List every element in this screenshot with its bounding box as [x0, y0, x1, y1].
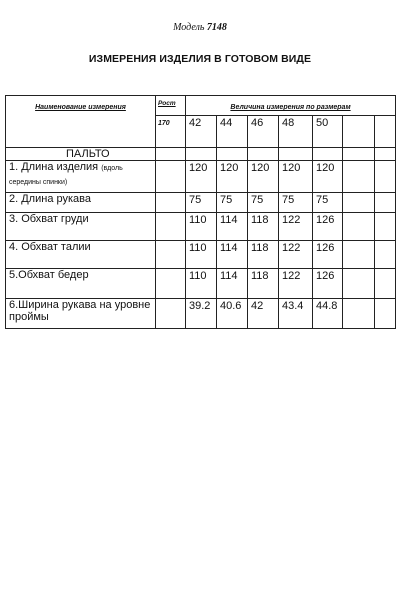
value-cell	[343, 241, 375, 269]
row-label: 2. Длина рукава	[6, 193, 156, 213]
value-cell: 114	[217, 269, 248, 299]
value-cell	[375, 213, 396, 241]
row-label: 5.Обхват бедер	[6, 269, 156, 299]
size-cell: 46	[248, 116, 279, 148]
value-cell	[343, 193, 375, 213]
value-cell: 75	[217, 193, 248, 213]
empty-cell	[375, 148, 396, 161]
value-cell: 110	[186, 213, 217, 241]
value-cell: 126	[313, 241, 343, 269]
table-row	[6, 299, 396, 329]
value-cell: 120	[248, 161, 279, 193]
value-cell	[343, 299, 375, 329]
value-cell: 39.2	[186, 299, 217, 329]
value-cell: 43.4	[279, 299, 313, 329]
value-cell: 75	[248, 193, 279, 213]
size-cell: 44	[217, 116, 248, 148]
empty-cell	[156, 161, 186, 193]
height-value: 170	[156, 116, 186, 148]
value-cell: 75	[279, 193, 313, 213]
value-cell: 120	[313, 161, 343, 193]
table-row	[6, 269, 396, 299]
value-cell: 120	[186, 161, 217, 193]
size-cell	[343, 116, 375, 148]
value-cell	[343, 213, 375, 241]
value-cell: 75	[186, 193, 217, 213]
value-cell	[343, 269, 375, 299]
empty-cell	[156, 193, 186, 213]
section-label: ПАЛЬТО	[6, 148, 156, 161]
empty-cell	[186, 148, 217, 161]
value-cell: 40.6	[217, 299, 248, 329]
value-cell	[343, 161, 375, 193]
row-label: 6.Ширина рукава на уровне проймы	[6, 299, 156, 329]
empty-cell	[156, 213, 186, 241]
value-cell: 114	[217, 213, 248, 241]
table-row	[6, 213, 396, 241]
model-number: 7148	[206, 22, 227, 33]
value-cell	[375, 241, 396, 269]
table-row	[6, 161, 396, 193]
sizes-header: Величина измерения по размерам	[186, 96, 396, 116]
model-label: Модель	[173, 22, 205, 33]
size-cell: 50	[313, 116, 343, 148]
value-cell: 126	[313, 213, 343, 241]
table-row	[6, 241, 396, 269]
value-cell: 120	[217, 161, 248, 193]
row-label	[6, 161, 156, 193]
row-label: 3. Обхват груди	[6, 213, 156, 241]
measurements-table-wrapper	[5, 95, 395, 331]
value-cell: 122	[279, 213, 313, 241]
table-row	[6, 193, 396, 213]
value-cell: 114	[217, 241, 248, 269]
empty-cell	[217, 148, 248, 161]
value-cell	[375, 161, 396, 193]
model-line	[0, 22, 400, 33]
value-cell: 118	[248, 269, 279, 299]
empty-cell	[279, 148, 313, 161]
value-cell: 110	[186, 241, 217, 269]
empty-cell	[313, 148, 343, 161]
row-label: 4. Обхват талии	[6, 241, 156, 269]
size-cell: 42	[186, 116, 217, 148]
empty-cell	[156, 148, 186, 161]
empty-cell	[156, 269, 186, 299]
value-cell	[375, 193, 396, 213]
value-cell: 118	[248, 213, 279, 241]
value-cell	[375, 299, 396, 329]
row-label-text: 1. Длина изделия	[9, 161, 99, 173]
size-cell	[375, 116, 396, 148]
document-title: ИЗМЕРЕНИЯ ИЗДЕЛИЯ В ГОТОВОМ ВИДЕ	[88, 53, 312, 65]
empty-cell	[248, 148, 279, 161]
measurements-table	[5, 95, 396, 329]
value-cell: 118	[248, 241, 279, 269]
value-cell: 122	[279, 241, 313, 269]
empty-cell	[156, 241, 186, 269]
value-cell: 44.8	[313, 299, 343, 329]
size-cell: 48	[279, 116, 313, 148]
value-cell: 42	[248, 299, 279, 329]
value-cell	[375, 269, 396, 299]
value-cell: 75	[313, 193, 343, 213]
empty-cell	[343, 148, 375, 161]
value-cell: 110	[186, 269, 217, 299]
value-cell: 120	[279, 161, 313, 193]
height-header: Рост	[156, 96, 186, 116]
row-label-note: (вдоль середины спинки)	[9, 165, 123, 186]
value-cell: 126	[313, 269, 343, 299]
measurement-name-header: Наименование измерения	[6, 96, 156, 148]
value-cell: 122	[279, 269, 313, 299]
empty-cell	[156, 299, 186, 329]
